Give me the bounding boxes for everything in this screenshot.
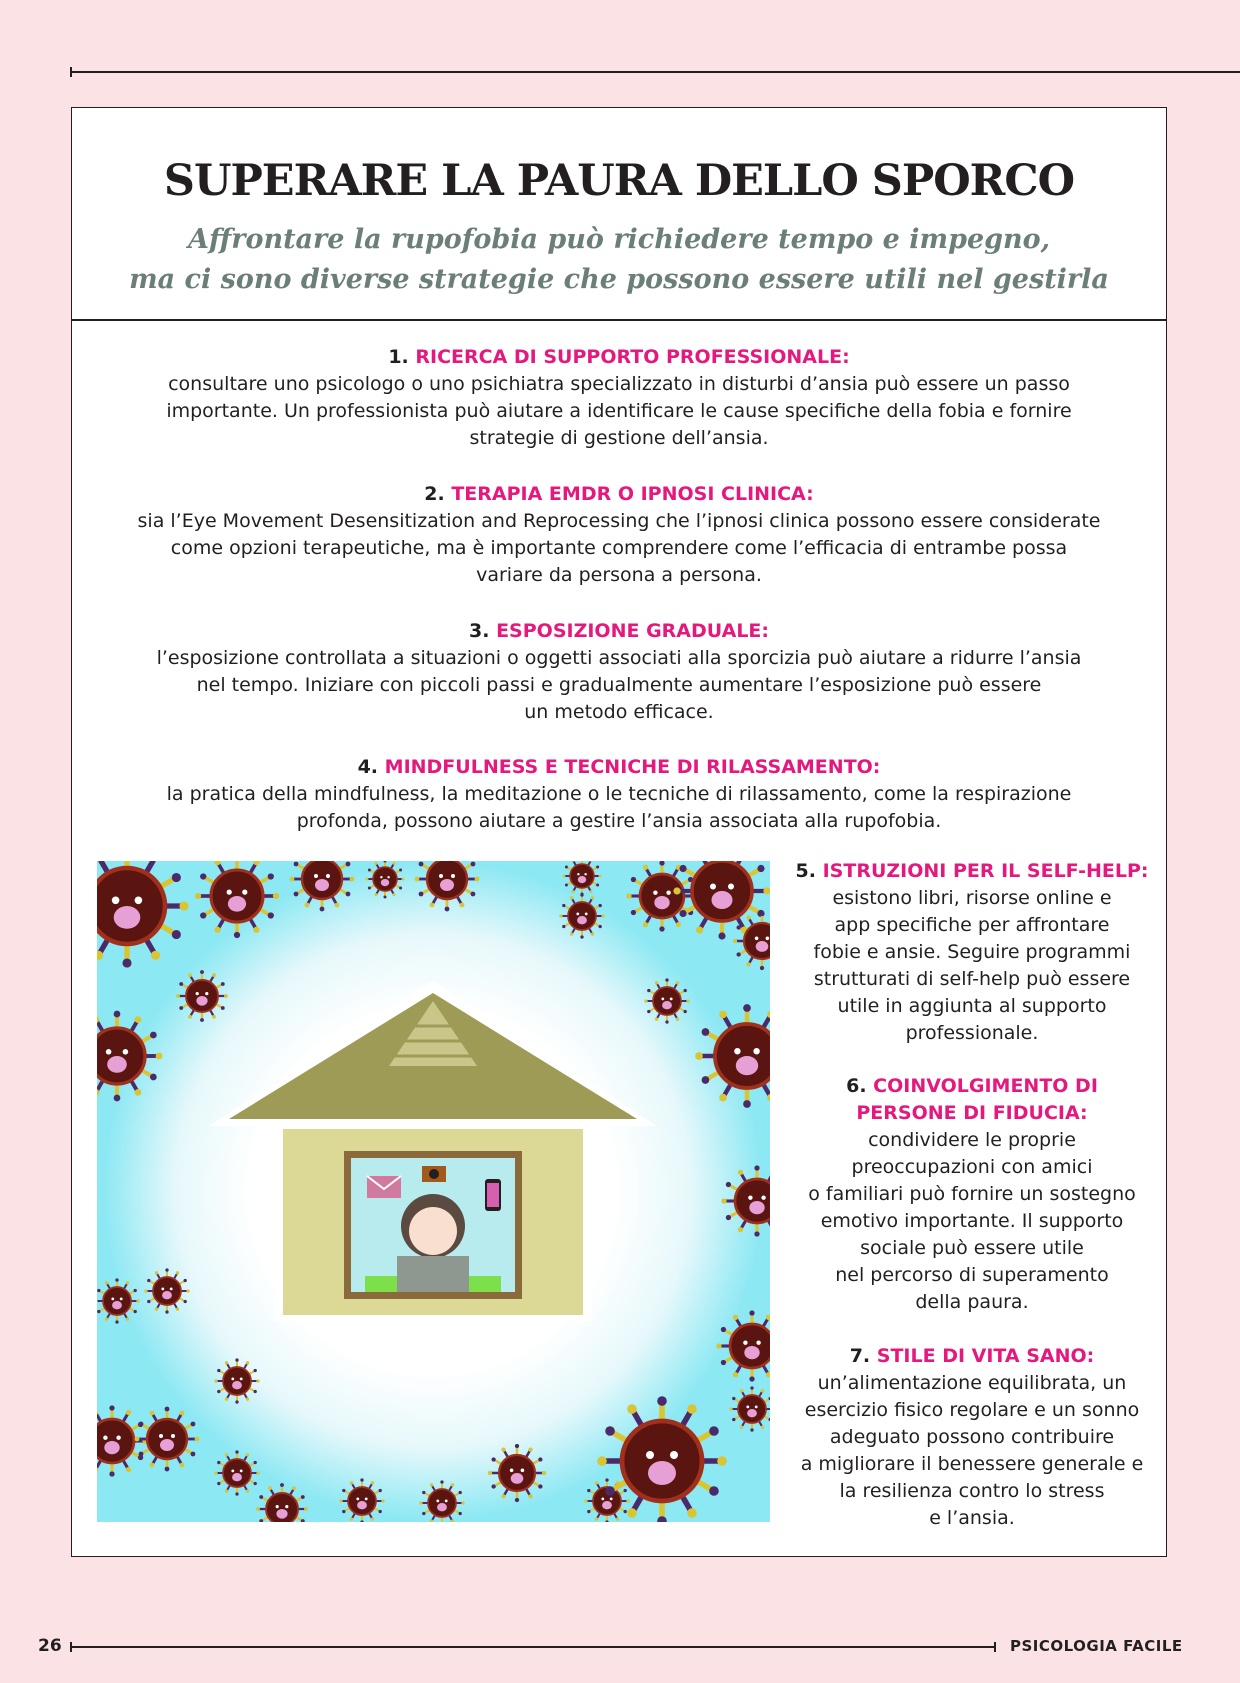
section-title: ISTRUZIONI PER IL SELF-HELP: <box>822 860 1149 882</box>
section-line: un’alimentazione equilibrata, un <box>817 1372 1127 1394</box>
section-line: sia l’Eye Movement Desensitization and Reprocessing che l’ipnosi clinica possono essere considerate <box>137 510 1101 532</box>
section-line: come opzioni terapeutiche, ma è importante comprendere come l’efficacia di entrambe possa <box>170 537 1068 559</box>
section-heading <box>92 754 1146 781</box>
header-divider <box>72 319 1166 321</box>
page-number: 26 <box>38 1636 62 1656</box>
section-title: TERAPIA EMDR O IPNOSI CLINICA: <box>451 483 814 505</box>
section-2 <box>92 481 1146 589</box>
subtitle-line-2: ma ci sono diverse strategie che possono essere utili nel gestirla <box>129 264 1109 295</box>
section-line: importante. Un professionista può aiutare a identificare le cause specifiche della fobia e fornire <box>166 400 1072 422</box>
section-heading <box>787 858 1157 885</box>
section-line: la pratica della mindfulness, la meditazione o le tecniche di rilassamento, come la respirazione <box>166 783 1072 805</box>
house-illustration <box>97 861 770 1522</box>
section-number: 7. <box>849 1345 871 1367</box>
section-number: 1. <box>388 346 409 368</box>
section-line: l’esposizione controllata a situazioni o oggetti associati alla sporcizia può aiutare a ridurre l’ansia <box>156 647 1082 669</box>
section-line: consultare uno psicologo o uno psichiatra specializzato in disturbi d’ansia può essere un passo <box>168 373 1070 395</box>
section-line: nel tempo. Iniziare con piccoli passi e gradualmente aumentare l’esposizione può essere <box>196 674 1042 696</box>
section-line: condividere le proprie <box>868 1129 1076 1151</box>
section-line: app specifiche per affrontare <box>834 914 1110 936</box>
section-line: adeguato possono contribuire <box>829 1426 1115 1448</box>
article-box <box>71 107 1167 1557</box>
section-number: 6. <box>846 1075 867 1097</box>
section-heading <box>787 1073 1157 1100</box>
section-line: emotivo importante. Il supporto <box>820 1210 1124 1232</box>
section-line: esercizio fisico regolare e un sonno <box>804 1399 1140 1421</box>
section-title: STILE DI VITA SANO: <box>876 1345 1095 1367</box>
section-line: o familiari può fornire un sostegno <box>808 1183 1136 1205</box>
footer-rule <box>70 1646 996 1648</box>
section-heading <box>787 1343 1157 1370</box>
section-title: MINDFULNESS E TECNICHE DI RILASSAMENTO: <box>384 756 881 778</box>
section-line: un metodo efficace. <box>524 701 714 723</box>
section-line: a migliorare il benessere generale e <box>800 1453 1144 1475</box>
section-heading <box>92 481 1146 508</box>
section-title: RICERCA DI SUPPORTO PROFESSIONALE: <box>415 346 850 368</box>
section-line: sociale può essere utile <box>860 1237 1084 1259</box>
subtitle-line-1: Affrontare la rupofobia può richiedere tempo e impegno, <box>187 224 1051 255</box>
section-number: 2. <box>424 483 445 505</box>
section-line: nel percorso di superamento <box>835 1264 1109 1286</box>
section-line: variare da persona a persona. <box>476 564 762 586</box>
section-line: e l’ansia. <box>929 1507 1015 1529</box>
magazine-name: PSICOLOGIA FACILE <box>1010 1637 1183 1655</box>
section-line: la resilienza contro lo stress <box>839 1480 1105 1502</box>
section-line: strutturati di self-help può essere <box>813 968 1131 990</box>
section-number: 4. <box>357 756 379 778</box>
section-line: preoccupazioni con amici <box>851 1156 1093 1178</box>
section-heading <box>92 344 1146 371</box>
section-title: COINVOLGIMENTO DI <box>873 1075 1098 1097</box>
section-line: utile in aggiunta al supporto <box>837 995 1107 1017</box>
section-title-line-2: PERSONE DI FIDUCIA: <box>856 1102 1088 1124</box>
section-line: professionale. <box>905 1022 1039 1044</box>
section-7 <box>787 1343 1157 1532</box>
page-subtitle <box>72 220 1166 300</box>
section-3 <box>92 618 1146 726</box>
page-title: SUPERARE LA PAURA DELLO SPORCO <box>163 156 1075 206</box>
house-bubble-image <box>97 861 770 1522</box>
section-1 <box>92 344 1146 452</box>
section-heading <box>92 618 1146 645</box>
section-6 <box>787 1073 1157 1316</box>
section-line: fobie e ansie. Seguire programmi <box>813 941 1131 963</box>
section-title: ESPOSIZIONE GRADUALE: <box>496 620 769 642</box>
section-number: 5. <box>795 860 816 882</box>
section-5 <box>787 858 1157 1047</box>
section-line: della paura. <box>915 1291 1029 1313</box>
section-line: strategie di gestione dell’ansia. <box>469 427 769 449</box>
section-number: 3. <box>469 620 490 642</box>
section-line: profonda, possono aiutare a gestire l’ansia associata alla rupofobia. <box>296 810 942 832</box>
section-4 <box>92 754 1146 835</box>
top-rule <box>70 71 1240 73</box>
section-line: esistono libri, risorse online e <box>832 887 1112 909</box>
